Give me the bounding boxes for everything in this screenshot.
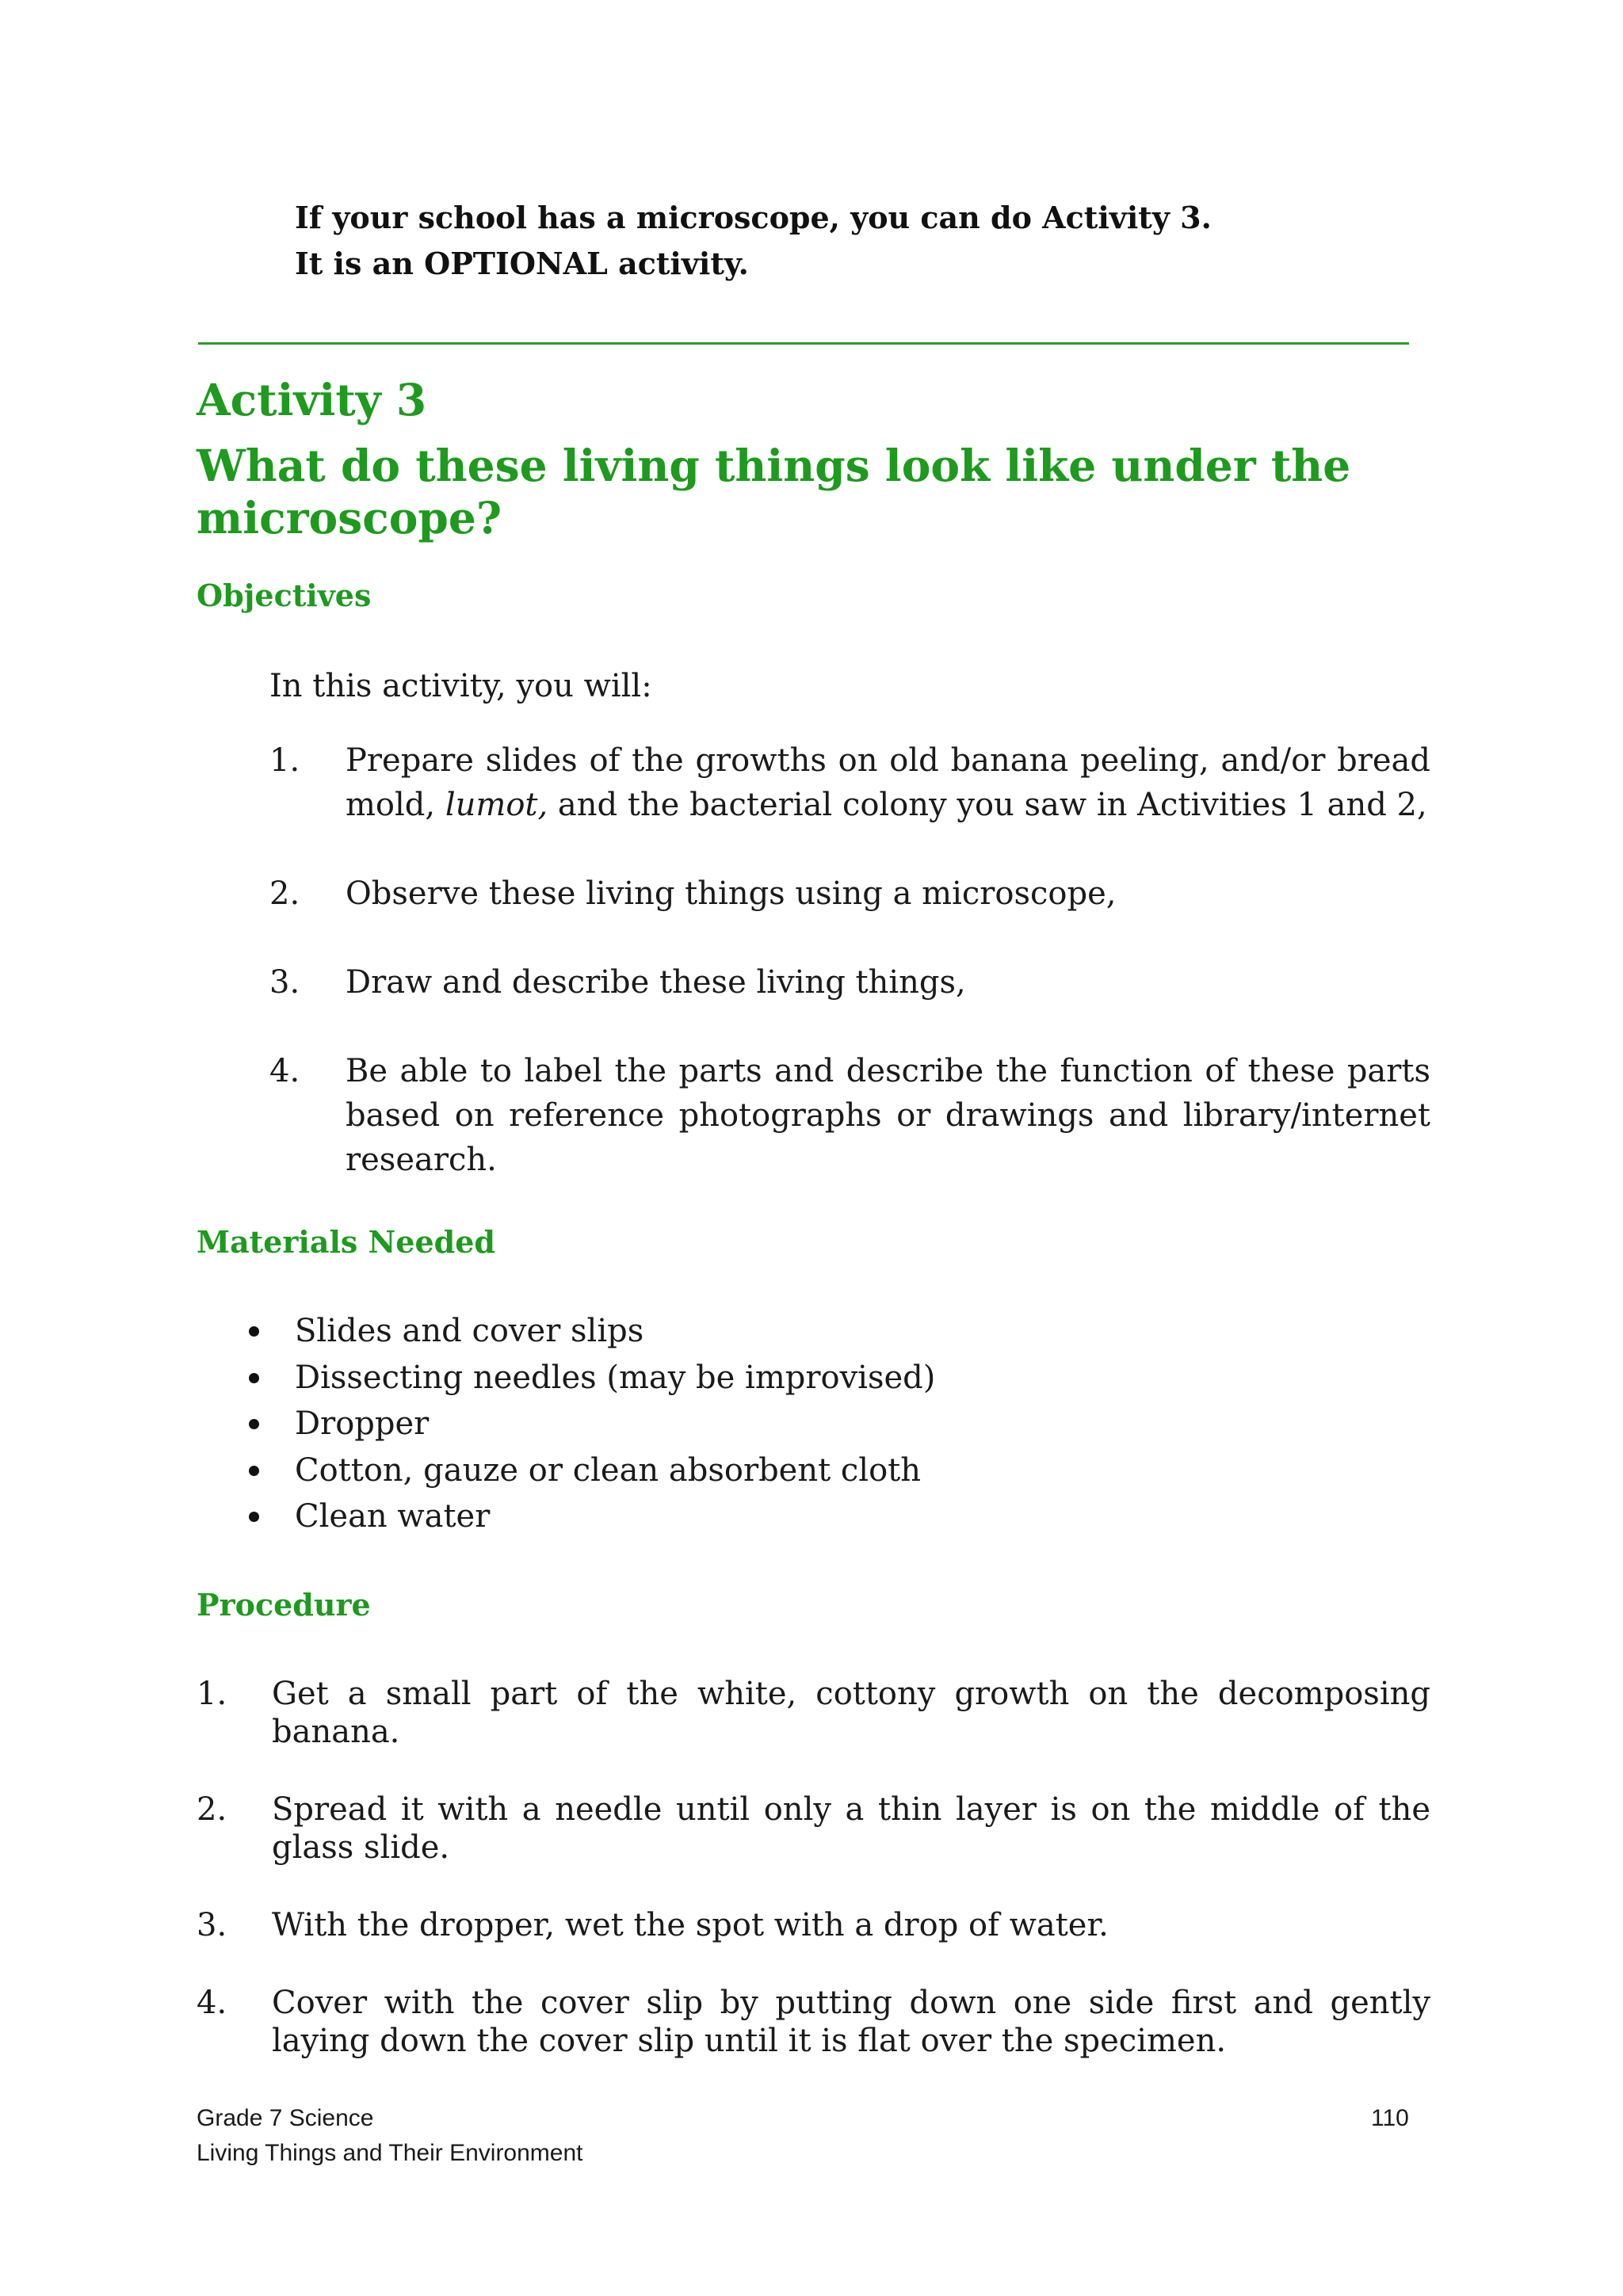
procedure-step-number: 2. [197, 1791, 227, 1828]
objective-italic-term: lumot, [445, 787, 548, 823]
procedure-step-text: Cover with the cover slip by putting down one side first and gently laying down the cover slip until it is flat over the specimen. [272, 1985, 1430, 2059]
materials-list-item [242, 1402, 935, 1448]
activity-title: Activity 3 [197, 374, 427, 425]
materials-list-item [242, 1448, 935, 1495]
objectives-heading: Objectives [197, 578, 372, 613]
optional-activity-notice [295, 195, 1212, 287]
material-label: Dropper [295, 1405, 430, 1442]
procedure-step-number: 1. [197, 1676, 227, 1712]
bullet-icon [249, 1373, 259, 1383]
materials-heading: Materials Needed [197, 1224, 495, 1260]
objective-number: 3. [269, 964, 300, 1001]
objective-text: Draw and describe these living things, [346, 964, 966, 1001]
objective-text [346, 738, 1430, 827]
material-label: Dissecting needles (may be improvised) [295, 1359, 936, 1396]
materials-list-item [242, 1356, 935, 1402]
procedure-step-text: Get a small part of the white, cottony growth on the decomposing banana. [272, 1676, 1430, 1750]
footer-subject: Grade 7 Science [197, 2105, 374, 2131]
procedure-heading: Procedure [197, 1587, 371, 1623]
material-label: Slides and cover slips [295, 1313, 644, 1349]
materials-list-item [242, 1309, 935, 1356]
objective-text: Be able to label the parts and describe the function of these parts based on reference photographs or drawings and library/internet research. [346, 1053, 1430, 1178]
materials-list [242, 1309, 935, 1541]
objective-number: 1. [269, 742, 300, 779]
page-footer [197, 2101, 583, 2171]
activity-question-heading: What do these living things look like under the microscope? [197, 440, 1351, 543]
procedure-step-text: With the dropper, wet the spot with a drop of water. [272, 1907, 1109, 1943]
objective-number: 2. [269, 875, 300, 912]
bullet-icon [249, 1419, 259, 1429]
notice-line-2: It is an OPTIONAL activity. [295, 246, 749, 281]
materials-list-item [242, 1494, 935, 1541]
objective-text-part: Prepare slides of the growths on old banana peeling, and/or bread mold, [346, 742, 1430, 823]
bullet-icon [249, 1326, 259, 1337]
procedure-step-number: 4. [197, 1985, 227, 2021]
bullet-icon [249, 1512, 259, 1522]
material-label: Cotton, gauze or clean absorbent cloth [295, 1451, 922, 1489]
bullet-icon [249, 1466, 259, 1476]
procedure-step-number: 3. [197, 1907, 227, 1943]
material-label: Clean water [295, 1498, 491, 1535]
objectives-intro: In this activity, you will: [269, 668, 652, 704]
notice-line-1: If your school has a microscope, you can do Activity 3. [295, 200, 1212, 235]
objective-text-part: and the bacterial colony you saw in Activities 1 and 2, [548, 787, 1427, 823]
objective-number: 4. [269, 1053, 300, 1089]
objective-text: Observe these living things using a microscope, [346, 875, 1117, 912]
procedure-step-text: Spread it with a needle until only a thin layer is on the middle of the glass slide. [272, 1791, 1430, 1866]
footer-unit: Living Things and Their Environment [197, 2140, 583, 2166]
page-number: 110 [1371, 2105, 1409, 2131]
horizontal-divider [198, 342, 1409, 345]
